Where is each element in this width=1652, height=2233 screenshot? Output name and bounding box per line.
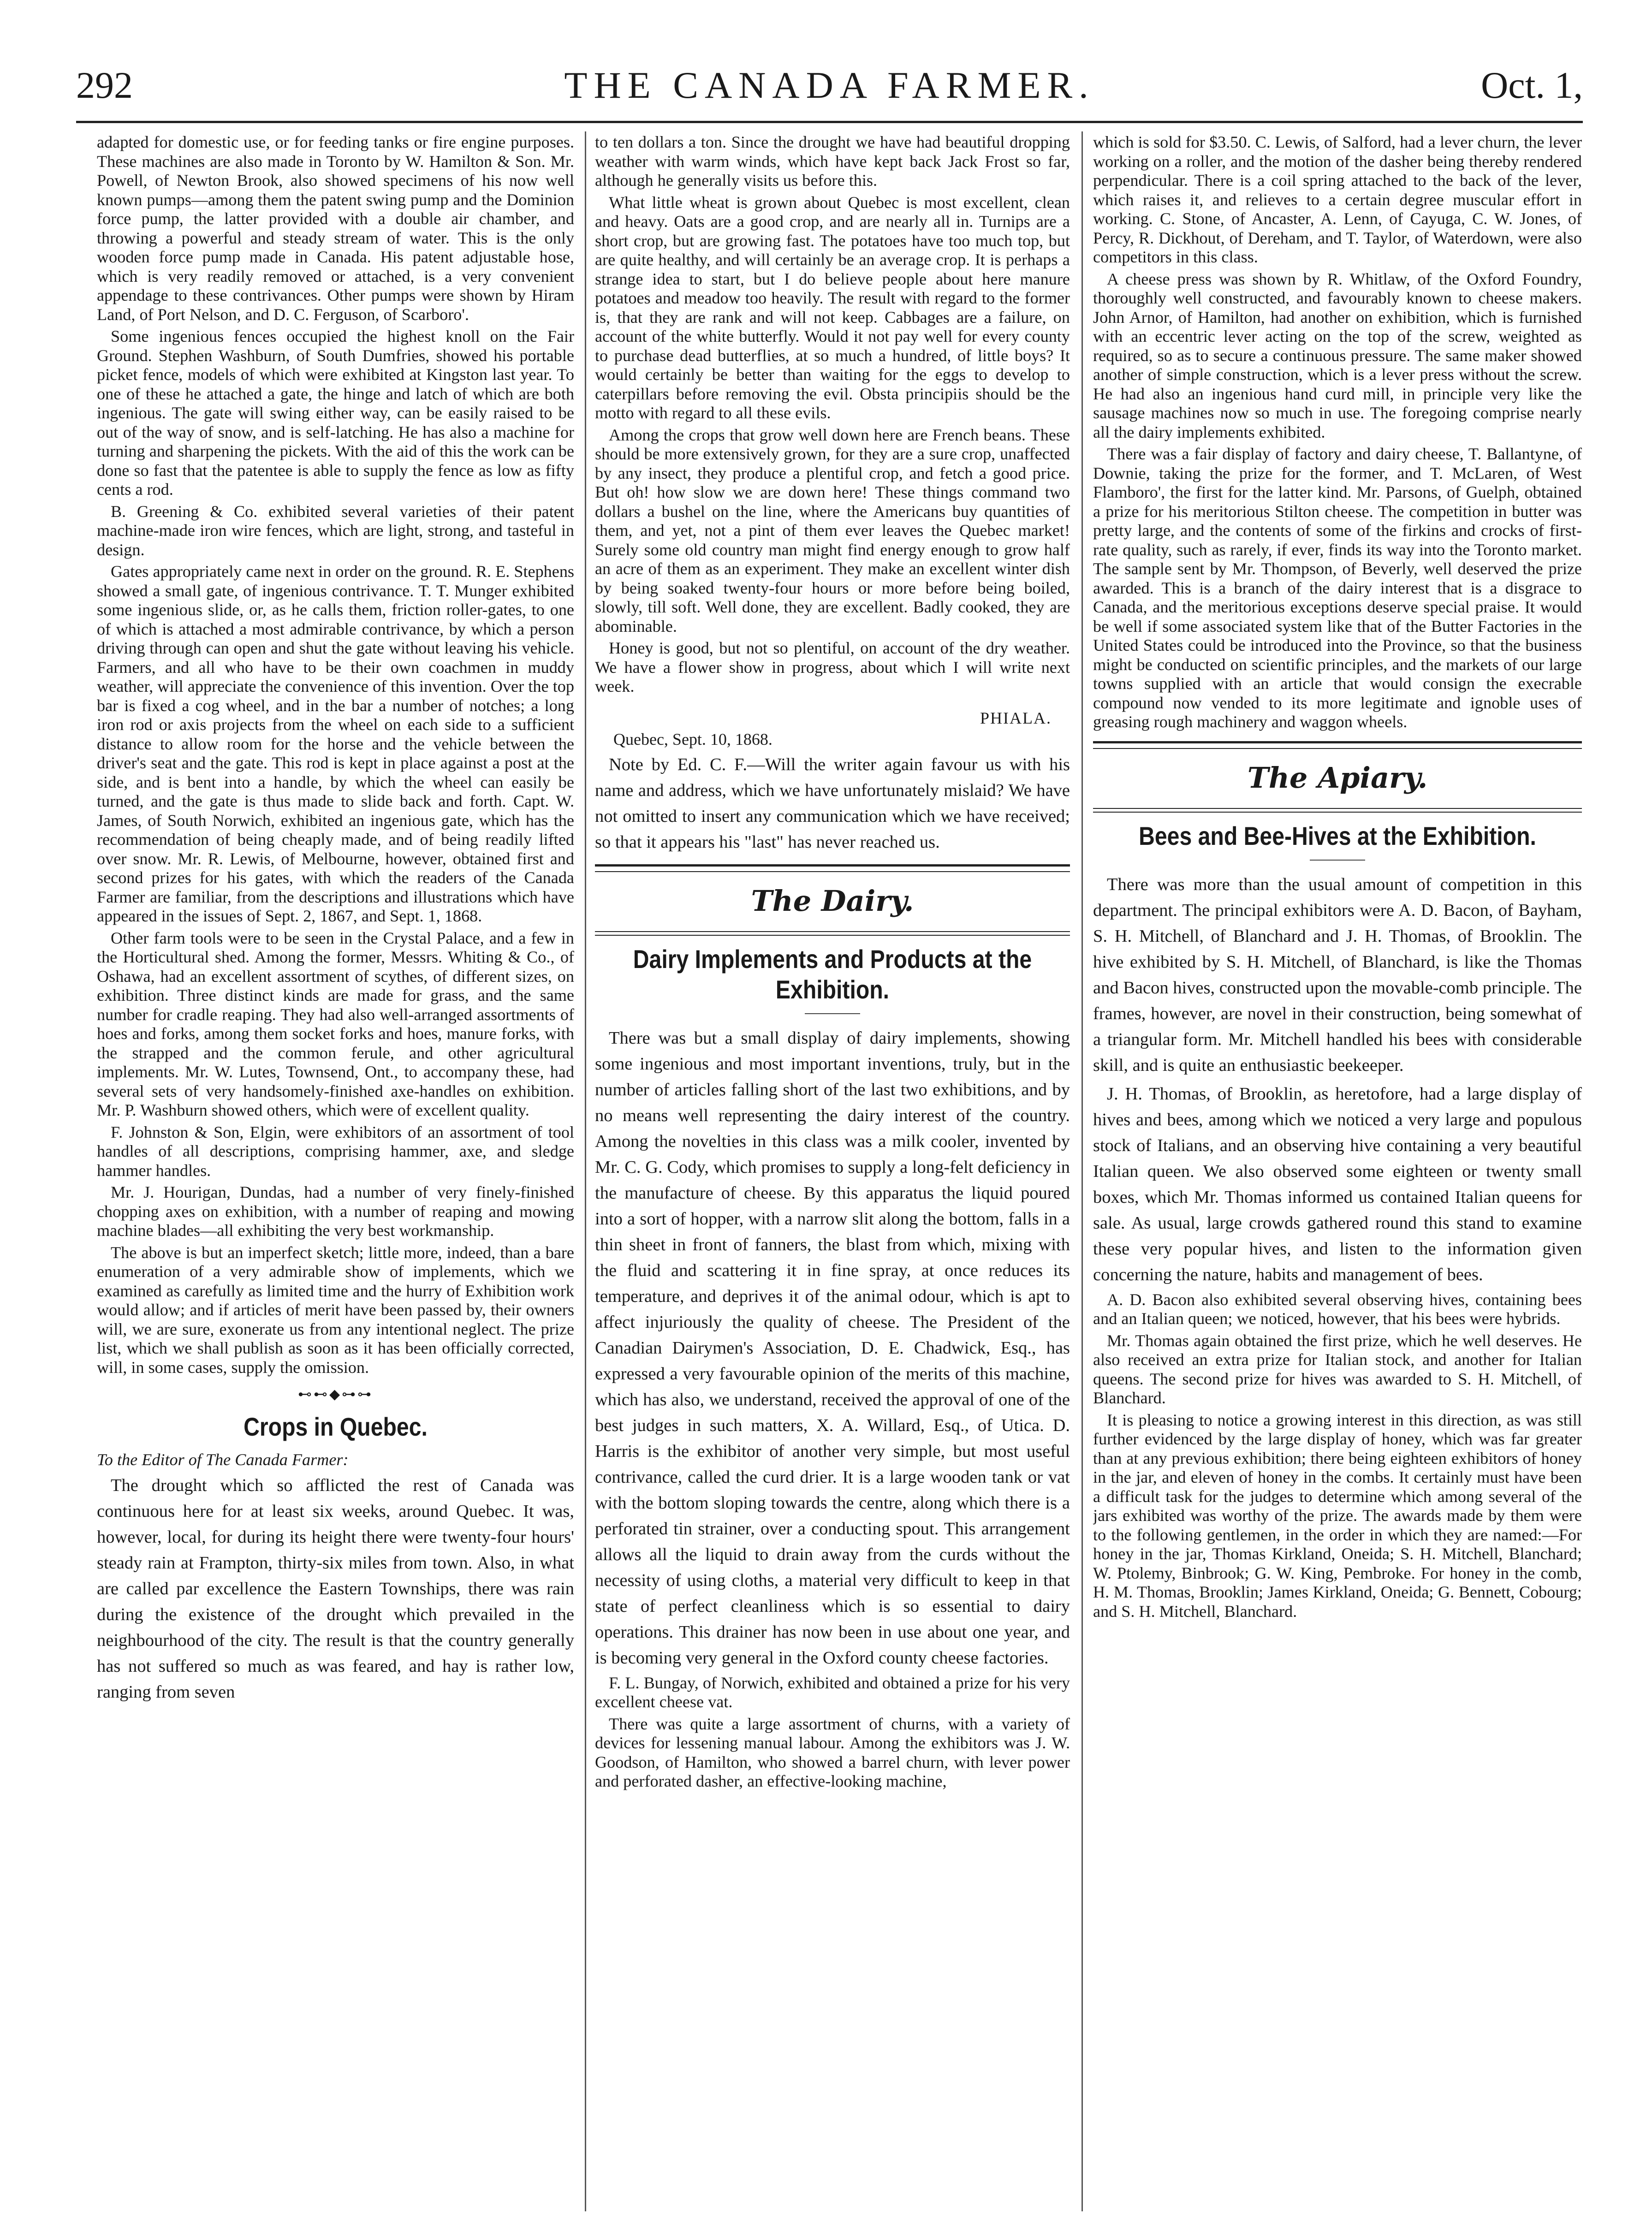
column-2 (595, 133, 1070, 2208)
article-paragraph: There was a fair display of factory and dairy cheese, T. Ballantyne, of Downie, taking the prize for the former, and T. McLaren, of West Flamboro', the first for the latter kind. Mr. Parsons, of Guelph, obtained a prize for his meritorious Stilton cheese. The competition in butter was pretty large, and the contents of some of the firkins and crocks of first-rate quality, such as rarely, if ever, finds its way into the Toronto market. The sample sent by Mr. Thompson, of Beverly, well deserved the prize awarded. This is a branch of the dairy interest that is a disgrace to Canada, and the meritorious exceptions deserve special praise. It would be well if some associated system like that of the Butter Factories in the United States could be introduced into the Province, so that the business might be conducted on scientific principles, and the markets of our large towns supplied with an article that would consign the execrable compound now vended to its more legitimate and ignoble uses of greasing rough machinery and waggon wheels. (1093, 445, 1582, 731)
newspaper-title: THE CANADA FARMER. (564, 64, 1095, 106)
masthead-rule (76, 121, 1583, 123)
article-paragraph: There was quite a large assortment of churns, with a variety of devices for lessening manual labour. Among the exhibitors was J. W. Goodson, of Hamilton, who showed a barrel churn, with lever power and perforated dasher, an effective-looking machine, (595, 1714, 1070, 1790)
issue-date: Oct. 1, (1481, 64, 1583, 106)
article-paragraph: It is pleasing to notice a growing interest in this direction, as was still further evidenced by the large display of honey, which was far greater than at any previous exhibition; there being eighteen exhibitors of honey in the jar, and eleven of honey in the combs. It certainly must have been a difficult task for the judges to determine which among several of the jars exhibited was worthy of the prize. The awards made by them were to the following gentlemen, in the order in which they are named:—For honey in the jar, Thomas Kirkland, Oneida; S. H. Mitchell, Blanchard; W. Ptolemy, Binbrook; G. W. King, Pembroke. For honey in the comb, H. M. Thomas, Brooklin; James Kirkland, Oneida; G. Bennett, Cobourg; and S. H. Mitchell, Blanchard. (1093, 1410, 1582, 1621)
article-paragraph: Mr. J. Hourigan, Dundas, had a number of very finely-finished chopping axes on exhibition, with a number of reaping and mowing machine blades—all exhibiting the very best workmanship. (97, 1183, 574, 1240)
editor-note: Note by Ed. C. F.—Will the writer again favour us with his name and address, which we have unfortunately mislaid? We have not omitted to insert any communication which we have received; so that it appears his "last" has never reached us. (595, 754, 1070, 852)
article-paragraph: Some ingenious fences occupied the highest knoll on the Fair Ground. Stephen Washburn, of South Dumfries, showed his portable picket fence, models of which were exhibited at Kingston last year. To one of these he attached a gate, the hinge and latch of which are both ingenious. The gate will swing either way, can be easily raised to be out of the way of snow, and is self-latching. He has also a machine for turning and sharpening the pickets. With the aid of this the work can be done so fast that the patentee is able to supply the fence as low as fifty cents a rod. (97, 327, 574, 499)
section-rule (1093, 741, 1582, 749)
article-paragraph: B. Greening & Co. exhibited several varieties of their patent machine-made iron wire fences, which are light, strong, and tasteful in design. (97, 502, 574, 559)
article-paragraph: Honey is good, but not so plentiful, on account of the dry weather. We have a flower show in progress, about which I will write next week. (595, 639, 1070, 695)
column-divider (1082, 131, 1083, 2211)
article-paragraph: adapted for domestic use, or for feeding tanks or fire engine purposes. These machines are also made in Toronto by W. Hamilton & Son. Mr. Powell, of Newton Brook, also showed specimens of his now well known pumps—among them the patent swing pump and the Dominion force pump, the latter provided with a double air chamber, and throwing a powerful and steady stream of water. This is the only wooden force pump made in Canada. His patent adjustable hose, which is very readily removed or attached, is a very convenient appendage to these contrivances. Other pumps were shown by Hiram Land, of Port Nelson, and D. C. Ferguson, of Scarboro'. (97, 133, 574, 324)
masthead (76, 55, 1583, 120)
article-heading-dairy-implements: Dairy Implements and Products at the Exhibition. (633, 944, 1032, 1004)
column-1 (97, 133, 574, 2208)
heading-rule (1310, 860, 1365, 861)
article-paragraph: There was but a small display of dairy implements, showing some ingenious and most important inventions, truly, but in the number of articles falling short of the last two exhibitions, and by no means well representing the dairy interest of the country. Among the novelties in this class was a milk cooler, invented by Mr. C. G. Cody, which promises to supply a long-felt deficiency in the manufacture of cheese. By this apparatus the liquid poured into a sort of hopper, with a narrow slit along the bottom, falls in a thin sheet in front of fanners, the blast from which, mixing with the fluid and scattering it in fine spray, at once reduces its temperature, and deprives it of the animal odour, which is apt to affect injuriously the quality of cheese. The President of the Canadian Dairymen's Association, D. E. Chadwick, Esq., has expressed a very favourable opinion of the merits of this machine, which has also, we understand, received the approval of one of the best judges in such matters, X. A. Willard, Esq., of Utica. D. Harris is the exhibitor of another very simple, but most useful contrivance, called the curd drier. It is a large wooden tank or vat with the bottom sloping towards the centre, along which there is a perforated tin strainer, over a conducting spout. This arrangement allows all the liquid to drain away from the curds without the necessity of using cloths, a material very difficult to keep in that state of perfect cleanliness which is so essential to dairy operations. This drainer has now been in use about one year, and is becoming very general in the Oxford county cheese factories. (595, 1028, 1070, 1668)
article-paragraph: Other farm tools were to be seen in the Crystal Palace, and a few in the Horticultural shed. Among the former, Messrs. Whiting & Co., of Oshawa, had an excellent assortment of scythes, of different sizes, on exhibition. Three distinct kinds are made for grass, and the same number for cradle reaping. They had also well-arranged assortments of hoes and forks, among them socket forks and hoes, manure forks, with the strapped and the common ferule, and other agricultural implements. Mr. W. Lutes, Townsend, Ont., to accompany these, had several sets of very handsomely-finished axe-handles on exhibition. Mr. P. Washburn showed others, which were of excellent quality. (97, 928, 574, 1119)
article-paragraph: What little wheat is grown about Quebec is most excellent, clean and heavy. Oats are a good crop, and are nearly all in. Turnips are a short crop, but are growing fast. The potatoes have too much top, but are quite healthy, and will certainly be an average crop. It is perhaps a strange idea to start, but I do believe people about here manure potatoes and meadow too heavily. The result with regard to the former is, that they are rank and will not keep. Cabbages are a failure, on account of the white butterfly. Would it not pay well for every county to purchase dead butterflies, at so much a hundred, of little boys? It would certainly be better than waiting for the eggs to develop to caterpillars before removing the evil. Obsta principiis should be the motto with regard to all these evils. (595, 193, 1070, 422)
article-paragraph: which is sold for $3.50. C. Lewis, of Salford, had a lever churn, the lever working on a roller, and the motion of the dasher being thereby rendered perpendicular. There is a coil spring attached to the back of the lever, which raises it, and relieves to a certain degree muscular effort in working. C. Stone, of Ancaster, A. Lenn, of Cayuga, C. W. Jones, of Percy, R. Dickhout, of Dereham, and T. Taylor, of Waterdown, were also competitors in this class. (1093, 133, 1582, 266)
article-heading-crops-in-quebec: Crops in Quebec. (244, 1412, 428, 1441)
article-paragraph: F. L. Bungay, of Norwich, exhibited and obtained a prize for his very excellent cheese vat. (595, 1673, 1070, 1711)
article-paragraph: Gates appropriately came next in order on the ground. R. E. Stephens showed a small gate, of ingenious contrivance. T. T. Munger exhibited some ingenious slide, or, as he calls them, friction roller-gates, to one of which is attached a most admirable contrivance, by which a person driving through can open and shut the gate without leaving his vehicle. Farmers, and all who have to be their own coachmen in muddy weather, will appreciate the convenience of this invention. Over the top bar is fixed a cog wheel, and in the bar a number of notches; a long iron rod or axis projects from the wheel on each side to a sufficient distance to allow room for the horse and the vehicle between the driver's seat and the gate. This rod is kept in place against a post at the side, and is bent into a handle, by which the wheel can easily be turned, and the gate is thus made to slide back and forth. Capt. W. James, of South Norwich, exhibited an ingenious gate, which has the recommendation of being cheaply made, and of being readily lifted over snow. Mr. R. Lewis, of Melbourne, however, obtained first and second prizes for his gates, with which the readers of the Canada Farmer are familiar, from the descriptions and illustrations which have appeared in the issues of Sept. 2, 1867, and Sept. 1, 1868. (97, 562, 574, 925)
section-rule (595, 864, 1070, 872)
column-3 (1093, 133, 1582, 2208)
ornament-divider: ⊷⊷◆⊶⊶ (297, 1387, 374, 1402)
section-rule (1093, 808, 1582, 813)
dateline: Quebec, Sept. 10, 1868. (613, 730, 773, 748)
article-paragraph: A cheese press was shown by R. Whitlaw, of the Oxford Foundry, thoroughly well constructed, and favourably known to cheese makers. John Arnor, of Hamilton, had another on exhibition, which is furnished with an eccentric lever acting on the top of the screw, weighted as required, so as to secure a continuous pressure. The same maker showed another of simple construction, which is a lever press without the screw. He had also an ingenious hand curd mill, in principle very like the sausage machines now so much in use. The foregoing comprise nearly all the dairy implements exhibited. (1093, 269, 1582, 441)
article-paragraph: F. Johnston & Son, Elgin, were exhibitors of an assortment of tool handles of all descriptions, comprising hammer, axe, and sledge hammer handles. (97, 1122, 574, 1180)
article-paragraph: The drought which so afflicted the rest of Canada was continuous here for at least six weeks, around Quebec. It was, however, local, for during its height there were twenty-four hours' steady rain at Frampton, thirty-six miles from town. Also, in what are called par excellence the Eastern Townships, there was rain during the existence of the drought which prevailed in the neighbourhood of the city. The result is that the country generally has not suffered so much as was feared, and hay is rather low, ranging from seven (97, 1475, 574, 1702)
section-rule (595, 931, 1070, 936)
salutation: To the Editor of The Canada Farmer: (97, 1450, 349, 1469)
article-paragraph: J. H. Thomas, of Brooklin, as heretofore, had a large display of hives and bees, among which we noticed a very large and populous stock of Italians, and an observing hive containing a very beautiful Italian queen. We also observed some eighteen or twenty small boxes, which Mr. Thomas informed us contained Italian queens for sale. As usual, large crowds gathered round this stand to examine these very popular hives, and listen to the information given concerning the nature, habits and management of bees. (1093, 1084, 1582, 1284)
article-heading-bees: Bees and Bee-Hives at the Exhibition. (1139, 821, 1536, 850)
article-paragraph: Among the crops that grow well down here are French beans. These should be more extensively grown, for they are a sure crop, unaffected by any insect, they produce a plentiful crop, and fetch a good price. But oh! how slow we are down here! These things command two dollars a bushel on the line, where the Americans buy quantities of them, and yet, not a pint of them ever leaves the Quebec market! Surely some old country man might find energy enough to grow half an acre of them as an experiment. They make an excellent winter dish by being soaked twenty-four hours or more before being boiled, slowly, till soft. Well done, they are excellent. Badly cooked, they are abominable. (595, 425, 1070, 635)
article-paragraph: Mr. Thomas again obtained the first prize, which he well deserves. He also received an extra prize for Italian stock, and another for Italian queens. The second prize for hives was awarded to S. H. Mitchell, of Blanchard. (1093, 1331, 1582, 1407)
article-paragraph: The above is but an imperfect sketch; little more, indeed, than a bare enumeration of a very admirable show of implements, which we examined as carefully as limited time and the hurry of Exhibition work would allow; and if articles of merit have been passed by, their owners will, we are sure, exonerate us from any intentional neglect. The prize list, which we shall publish as soon as it has been officially corrected, will, in some cases, supply the omission. (97, 1243, 574, 1377)
article-paragraph: to ten dollars a ton. Since the drought we have had beautiful dropping weather with warm winds, which have kept back Jack Frost so far, although he generally visits us before this. (595, 133, 1070, 190)
article-paragraph: A. D. Bacon also exhibited several observing hives, containing bees and an Italian queen; we noticed, however, that his bees were hybrids. (1093, 1290, 1582, 1328)
section-heading-dairy: The Dairy. (751, 884, 914, 918)
page-number: 292 (76, 64, 133, 106)
article-paragraph: There was more than the usual amount of competition in this department. The principal exhibitors were A. D. Bacon, of Bayham, S. H. Mitchell, of Blanchard and J. H. Thomas, of Brooklin. The hive exhibited by S. H. Mitchell, of Blanchard, is like the Thomas and Bacon hives, constructed upon the movable-comb principle. The frames, however, are novel in their construction, being somewhat of a triangular form. Mr. Mitchell handled his bees with considerable skill, and is quite an enthusiastic beekeeper. (1093, 874, 1582, 1075)
section-heading-apiary: The Apiary. (1247, 760, 1428, 795)
author-signature: PHIALA. (980, 708, 1052, 727)
column-divider (585, 131, 586, 2211)
heading-rule (805, 1013, 860, 1014)
